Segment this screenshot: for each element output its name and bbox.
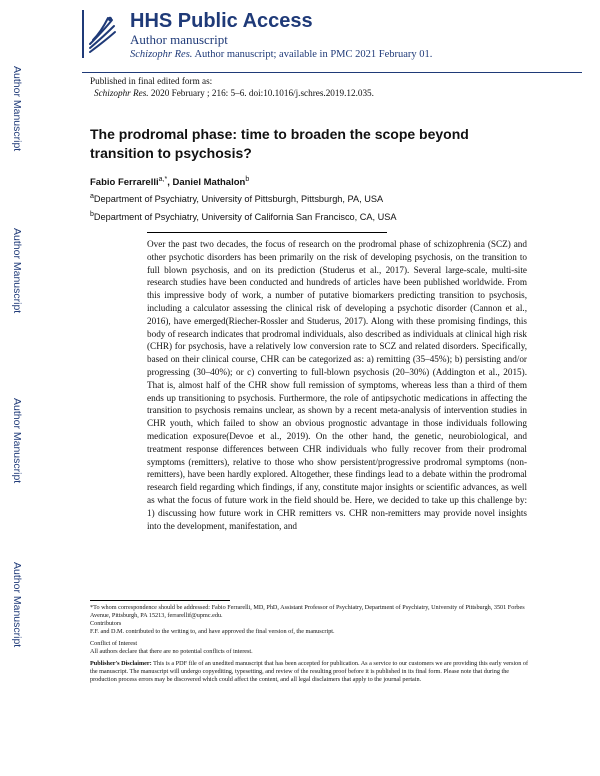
conflict-text: All authors declare that there are no potential conflicts of interest. xyxy=(90,648,253,655)
author-affiliation-marker: a,* xyxy=(158,176,168,183)
correspondence-note: *To whom correspondence should be addressed: Fabio Ferrarelli, MD, PhD, Assistant Professor of Psychiatry, Department of Psychiatry, University of Pittsburgh, 3501 Forbes Avenue, Pittsburgh, PA 15213, ferrarellif@upmc.edu. xyxy=(90,604,525,619)
author-manuscript-label: Author manuscript xyxy=(130,32,228,47)
footnote-divider xyxy=(90,600,230,601)
side-label-author-manuscript: Author Manuscript xyxy=(11,228,23,314)
disclaimer-text: This is a PDF file of an unedited manuscript that has been accepted for publication. As a service to our customers we are providing this early version of the manuscript. The manuscript will undergo copyediting, typesetting, and review of the resulting proof before it is published in its final form. Please note that during the production process errors may be discovered which could affect the content, and all legal disclaimers that apply to the journal pertain. xyxy=(90,660,529,683)
hhs-header xyxy=(82,10,582,58)
author-name: Fabio Ferrarelli xyxy=(90,177,159,189)
journal-abbrev: Schizophr Res. xyxy=(130,49,193,60)
citation-journal: Schizophr Res. xyxy=(94,88,149,98)
affiliation-text: Department of Psychiatry, University of Pittsburgh, Pittsburgh, PA, USA xyxy=(93,194,384,205)
publication-info xyxy=(90,75,374,99)
conflict-heading: Conflict of Interest xyxy=(90,640,138,647)
citation-line xyxy=(90,87,374,99)
affiliation-a xyxy=(90,193,383,204)
hhs-eagle-logo-icon xyxy=(82,10,118,58)
citation-details: 2020 February ; 216: 5–6. doi:10.1016/j.schres.2019.12.035. xyxy=(148,88,374,98)
side-label-author-manuscript: Author Manuscript xyxy=(11,398,23,484)
affiliation-text: Department of Psychiatry, University of California San Francisco, CA, USA xyxy=(93,212,397,223)
footnotes xyxy=(90,604,530,684)
author-list xyxy=(90,176,249,188)
published-label: Published in final edited form as: xyxy=(90,76,213,86)
side-label-author-manuscript: Author Manuscript xyxy=(11,562,23,648)
body-divider xyxy=(147,232,387,233)
affiliation-b xyxy=(90,211,397,222)
affiliation-marker: a xyxy=(90,193,94,200)
hhs-public-access-title: HHS Public Access xyxy=(130,10,313,32)
header-divider xyxy=(82,72,582,73)
disclaimer-heading: Publisher's Disclaimer: xyxy=(90,660,152,667)
author-separator: , xyxy=(167,177,173,189)
side-label-author-manuscript: Author Manuscript xyxy=(11,66,23,152)
author-affiliation-marker: b xyxy=(245,176,250,183)
publisher-disclaimer xyxy=(90,660,530,684)
body-paragraph: Over the past two decades, the focus of research on the prodromal phase of schizophrenia (SCZ) and other psychotic disorders has been primarily on the risk of developing psychosis, on the transition to full blown psychosis, and on its prediction (Studerus et al., 2017). Several large-scale, multi-site research studies have been conducted and hundreds of articles have been published worldwide. From this impressive body of work, a number of putative biomarkers predicting transition to psychosis, including a calculator assessing the clinical risk of developing a psychotic disorder (Cannon et al., 2016), have emerged(Riecher-Rossler and Studerus, 2017). Along with these promising findings, this body of research indicates that prodromal individuals, also described as individuals at clinical high risk (CHR) for psychosis, have a relatively low conversion rate to SCZ and related disorders. Specifically, based on their clinical course, CHR can be categorized as: a) remitting (35–45%); b) persisting and/or progressing (30–40%); or c) converting to full-blown psychosis (20–30%) (Addington et al., 2015). That is, almost half of the CHR show full remission of symptoms, whereas less than a third of them ends up transitioning to psychosis. Furthermore, the role of antipsychotic medications in affecting the transition to psychosis remains unclear, as shown by a recent meta-analysis of intervention studies in CHR youth, which failed to show an obvious prognostic advantage in those individuals following medication exposure(Devoe et al., 2019). On the other hand, the genetic, neurobiological, and treatment response differences between CHR individuals who fully recover from their prodromal symptoms (remitters), relative to those who show persistent/progressive prodromal symptoms (non-remitters), have been hardly explored. Altogether, these findings lead to a debate within the prodromal research field regarding which findings, if any, constitute major insights or scientific advances, as well as what the focus of future work in the field should be. Here, we decided to take up this challenge by: 1) discussing how future work in CHR remitters vs. CHR non-remitters may provide novel insights into the development, manifestation, and xyxy=(147,239,527,531)
author-name: Daniel Mathalon xyxy=(172,177,246,189)
contributors-text: F.F. and D.M. contributed to the writing to, and have approved the final version of, the manuscript. xyxy=(90,628,335,635)
availability-text: Author manuscript; available in PMC 2021 February 01. xyxy=(192,49,433,60)
article-title: The prodromal phase: time to broaden the scope beyond transition to psychosis? xyxy=(90,126,469,161)
affiliation-marker: b xyxy=(90,211,94,218)
contributors-heading: Contributors xyxy=(90,620,122,627)
journal-availability-line xyxy=(130,48,432,62)
